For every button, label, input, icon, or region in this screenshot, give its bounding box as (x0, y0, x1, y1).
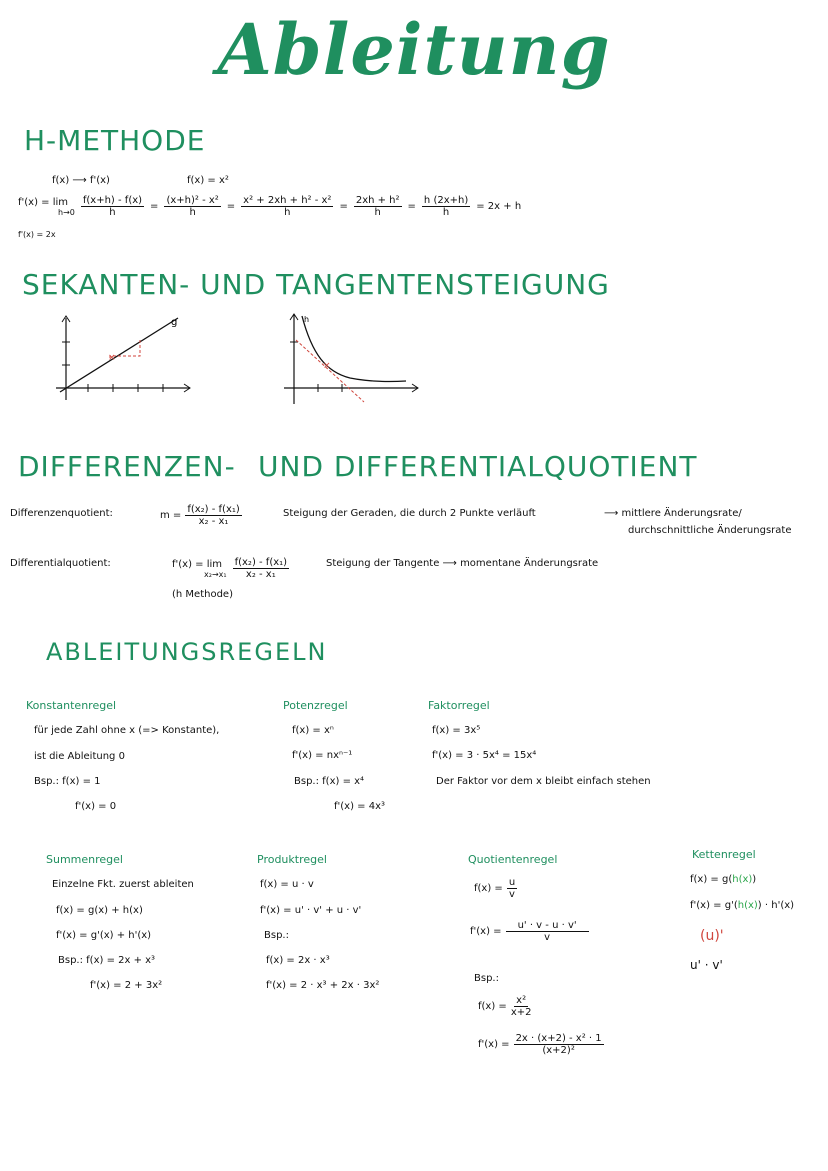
quotientenregel-l3: Bsp.: (474, 973, 499, 984)
svg-text:×: × (108, 353, 116, 363)
quotientenregel-l5: f'(x) = $\frac{\text{2x · (x+2) - x² · 1}}{\text{(x+2)²}}$ (478, 1033, 602, 1056)
konstantenregel-l4: f'(x) = 0 (75, 801, 117, 812)
kettenregel-l4: u' · v' (690, 958, 723, 972)
h-methode-final: f'(x) = 2x (18, 230, 56, 239)
dq-desc2: ⟶ mittlere Änderungsrate/ (604, 508, 742, 519)
summenregel-l1: Einzelne Fkt. zuerst ableiten (52, 879, 194, 890)
diff-label: Differentialquotient: (10, 558, 111, 569)
kettenregel-l2: f'(x) = g'(h(x)) · h'(x) (690, 900, 795, 911)
h-methode-line1a: f(x) ⟶ f'(x) (52, 175, 110, 186)
faktorregel-title: Faktorregel (428, 699, 490, 712)
quotientenregel-l4: f(x) = $\frac{\text{x²}}{x+2}$ (478, 995, 532, 1018)
differenzen-heading-b: UND DIFFERENTIALQUOTIENT (258, 450, 698, 483)
h-methode-frac2: $\frac{\text{(x+h)² - x²}}{h}$ (166, 195, 219, 218)
summenregel-l5: f'(x) = 2 + 3x² (90, 980, 163, 991)
sekanten-heading: SEKANTEN- UND TANGENTENSTEIGUNG (22, 268, 610, 301)
h-methode-frac5: $\frac{h (2x+h)}{h}$ (423, 195, 469, 218)
potenzregel-l3: Bsp.: f(x) = x⁴ (294, 776, 365, 787)
kettenregel-title: Kettenregel (692, 848, 756, 861)
h-methode-frac1: $\frac{f(x+h) - f(x)}{h}$ (82, 195, 143, 218)
h-methode-formula: f'(x) = lim h→0 $\frac{f(x+h) - f(x)}{h}$ = $\frac{\text{(x+h)² - x²}}{h}$ = $\frac{\text{x² + 2xh + h² - x²}}{h}$ = $\frac{\text{2xh + h²}}{h}$ = $\frac{h (2x+h)}{h}$ = 2x + h (18, 195, 522, 218)
h-methode-lhs: f'(x) = lim (18, 196, 69, 208)
faktorregel-l2: f'(x) = 3 · 5x⁴ = 15x⁴ (432, 750, 537, 761)
tangente-graph (278, 310, 428, 410)
regeln-heading: ABLEITUNGSREGELN (46, 638, 328, 666)
tangente-graph-label: h (304, 315, 310, 324)
page-title: Ableitung (217, 8, 611, 91)
h-methode-result: = 2x + h (476, 201, 522, 212)
differenzen-heading-a: DIFFERENZEN- (18, 450, 236, 483)
produktregel-l4: f(x) = 2x · x³ (266, 955, 330, 966)
potenzregel-l4: f'(x) = 4x³ (334, 801, 386, 812)
sekante-graph-label: g (171, 317, 178, 328)
kettenregel-l1: f(x) = g(h(x)) (690, 874, 757, 885)
h-methode-limit-sub: h→0 (58, 207, 75, 217)
dq-desc3: durchschnittliche Änderungsrate (628, 525, 792, 536)
diff-desc: Steigung der Tangente ⟶ momentane Änderungsrate (326, 558, 599, 569)
konstantenregel-l2: ist die Ableitung 0 (34, 751, 125, 762)
produktregel-l3: Bsp.: (264, 930, 289, 941)
summenregel-l3: f'(x) = g'(x) + h'(x) (56, 930, 152, 941)
kettenregel-l3: (u)' (700, 928, 724, 944)
h-methode-frac4: $\frac{\text{2xh + h²}}{h}$ (355, 195, 400, 218)
potenzregel-title: Potenzregel (283, 699, 348, 712)
svg-text:×: × (323, 361, 331, 371)
produktregel-title: Produktregel (257, 853, 327, 866)
produktregel-l5: f'(x) = 2 · x³ + 2x · 3x² (266, 980, 380, 991)
konstantenregel-title: Konstantenregel (26, 699, 117, 712)
summenregel-l2: f(x) = g(x) + h(x) (56, 905, 143, 916)
konstantenregel-l3: Bsp.: f(x) = 1 (34, 776, 101, 787)
summenregel-l4: Bsp.: f(x) = 2x + x³ (58, 955, 156, 966)
h-methode-line1b: f(x) = x² (187, 175, 229, 186)
faktorregel-l1: f(x) = 3x⁵ (432, 725, 481, 736)
quotientenregel-title: Quotientenregel (468, 853, 558, 866)
faktorregel-l3: Der Faktor vor dem x bleibt einfach stehen (436, 776, 651, 787)
quotientenregel-l2: f'(x) = $\frac{u' \cdot v - u \cdot v'}{v}$ (470, 920, 589, 943)
potenzregel-l2: f'(x) = nxⁿ⁻¹ (292, 750, 353, 761)
produktregel-l2: f'(x) = u' · v' + u · v' (260, 905, 362, 916)
dq-formula: m = $\frac{\text{f(x₂) - f(x₁)}}{\text{x₂ - x₁}}$ (160, 504, 240, 527)
summenregel-title: Summenregel (46, 853, 123, 866)
quotientenregel-l1: f(x) = $\frac{u}{v}$ (474, 877, 516, 900)
diff-formula: f'(x) = lim x₂→x₁ $\frac{\text{f(x₂) - f(x₁)}}{\text{x₂ - x₁}}$ (172, 557, 288, 580)
sekante-graph (48, 310, 198, 410)
diff-note: (h Methode) (172, 589, 233, 600)
dq-label: Differenzenquotient: (10, 508, 113, 519)
produktregel-l1: f(x) = u · v (260, 879, 314, 890)
konstantenregel-l1: für jede Zahl ohne x (=> Konstante), (34, 725, 220, 736)
h-methode-heading: H-METHODE (24, 124, 206, 157)
h-methode-frac3: $\frac{\text{x² + 2xh + h² - x²}}{h}$ (243, 195, 332, 218)
potenzregel-l1: f(x) = xⁿ (292, 725, 334, 736)
dq-desc1: Steigung der Geraden, die durch 2 Punkte verläuft (283, 508, 536, 519)
